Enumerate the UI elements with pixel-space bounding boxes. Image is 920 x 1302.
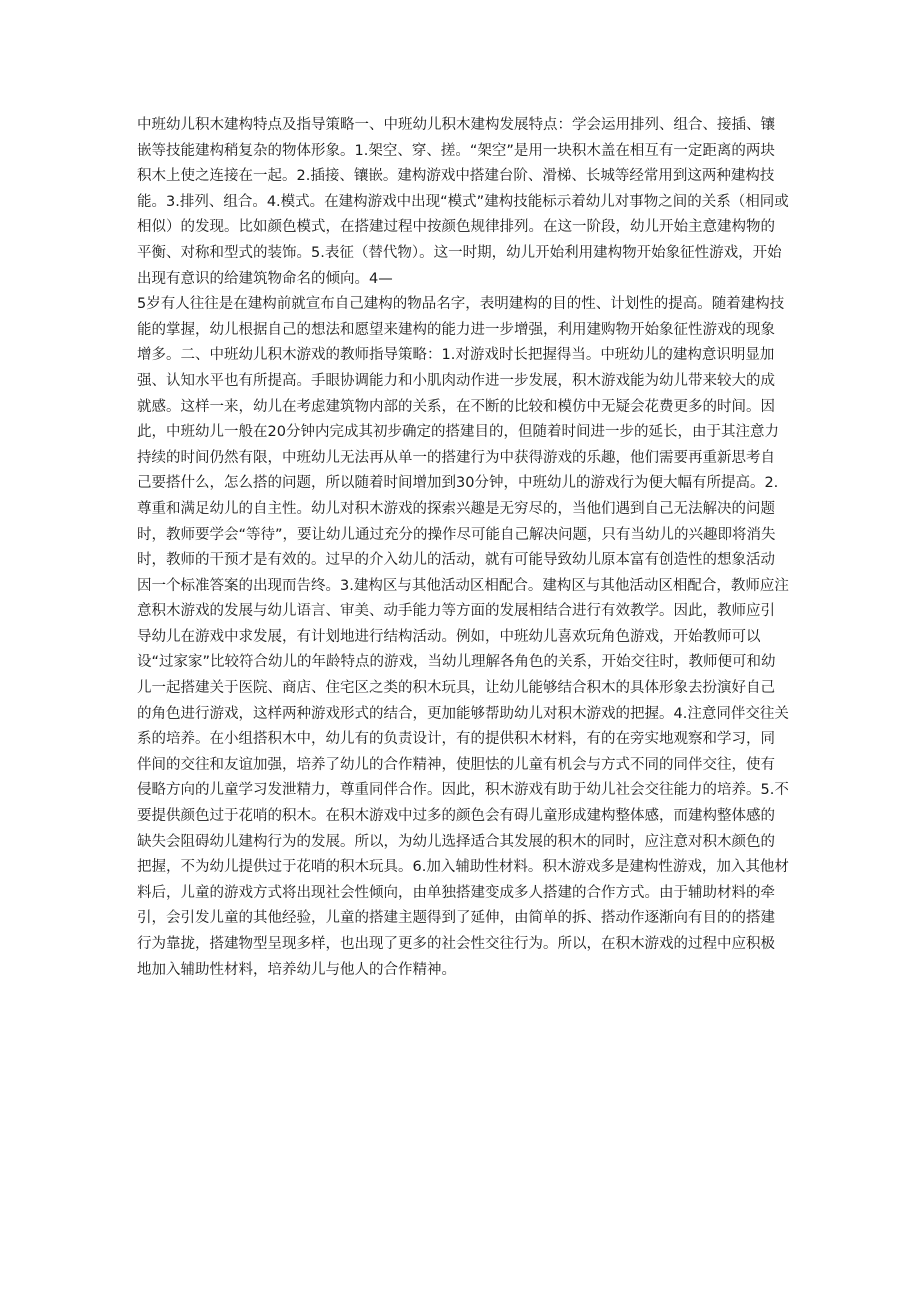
- document-body: [137, 113, 789, 983]
- paragraph-2: 5岁有人往往是在建构前就宣布自己建构的物品名字，表明建构的目的性、计划性的提高。随着建构技能的掌握，幼儿根据自己的想法和愿望来建构的能力进一步增强，利用建购物开始象征性游戏的现象增多。二、中班幼儿积木游戏的教师指导策略：1.对游戏时长把握得当。中班幼儿的建构意识明显加强、认知水平也有所提高。手眼协调能力和小肌肉动作进一步发展，积木游戏能为幼儿带来较大的成就感。这样一来，幼儿在考虑建筑物内部的关系，在不断的比较和模仿中无疑会花费更多的时间。因此，中班幼儿一般在20分钟内完成其初步确定的搭建目的，但随着时间进一步的延长，由于其注意力持续的时间仍然有限，中班幼儿无法再从单一的搭建行为中获得游戏的乐趣，他们需要再重新思考自己要搭什么，怎么搭的问题，所以随着时间增加到30分钟，中班幼儿的游戏行为便大幅有所提高。2.尊重和满足幼儿的自主性。幼儿对积木游戏的探索兴趣是无穷尽的，当他们遇到自己无法解决的问题时，教师要学会“等待”，要让幼儿通过充分的操作尽可能自己解决问题，只有当幼儿的兴趣即将消失时，教师的干预才是有效的。过早的介入幼儿的活动，就有可能导致幼儿原本富有创造性的想象活动因一个标准答案的出现而告终。3.建构区与其他活动区相配合。建构区与其他活动区相配合，教师应注意积木游戏的发展与幼儿语言、审美、动手能力等方面的发展相结合进行有效教学。因此，教师应引导幼儿在游戏中求发展，有计划地进行结构活动。例如，中班幼儿喜欢玩角色游戏，开始教师可以设“过家家”比较符合幼儿的年龄特点的游戏，当幼儿理解各角色的关系，开始交往时，教师便可和幼儿一起搭建关于医院、商店、住宅区之类的积木玩具，让幼儿能够结合积木的具体形象去扮演好自己的角色进行游戏，这样两种游戏形式的结合，更加能够帮助幼儿对积木游戏的把握。4.注意同伴交往关系的培养。在小组搭积木中，幼儿有的负责设计，有的提供积木材料，有的在旁实地观察和学习，同伴间的交往和友谊加强，培养了幼儿的合作精神，使胆怯的儿童有机会与方式不同的同伴交往，使有侵略方向的儿童学习发泄精力，尊重同伴合作。因此，积木游戏有助于幼儿社会交往能力的培养。5.不要提供颜色过于花哨的积木。在积木游戏中过多的颜色会有碍儿童形成建构整体感，而建构整体感的缺失会阻碍幼儿建构行为的发展。所以，为幼儿选择适合其发展的积木的同时，应注意对积木颜色的把握，不为幼儿提供过于花哨的积木玩具。6.加入辅助性材料。积木游戏多是建构性游戏，加入其他材料后，儿童的游戏方式将出现社会性倾向，由单独搭建变成多人搭建的合作方式。由于辅助材料的牵引，会引发儿童的其他经验，儿童的搭建主题得到了延伸，由简单的拆、搭动作逐渐向有目的的搭建行为靠拢，搭建物型呈现多样，也出现了更多的社会性交往行为。所以，在积木游戏的过程中应积极地加入辅助性材料，培养幼儿与他人的合作精神。: [137, 296, 789, 978]
- paragraph-1: 中班幼儿积木建构特点及指导策略一、中班幼儿积木建构发展特点：学会运用排列、组合、接插、镶嵌等技能建构稍复杂的物体形象。1.架空、穿、搓。“架空”是用一块积木盖在相互有一定距离的两块积木上使之连接在一起。2.插接、镶嵌。建构游戏中搭建台阶、滑梯、长城等经常用到这两种建构技能。3.排列、组合。4.模式。在建构游戏中出现“模式”建构技能标示着幼儿对事物之间的关系（相同或相似）的发现。比如颜色模式，在搭建过程中按颜色规律排列。在这一阶段，幼儿开始主意建构物的平衡、对称和型式的装饰。5.表征（替代物）。这一时期，幼儿开始利用建构物开始象征性游戏，开始出现有意识的给建筑物命名的倾向。4—: [137, 117, 789, 287]
